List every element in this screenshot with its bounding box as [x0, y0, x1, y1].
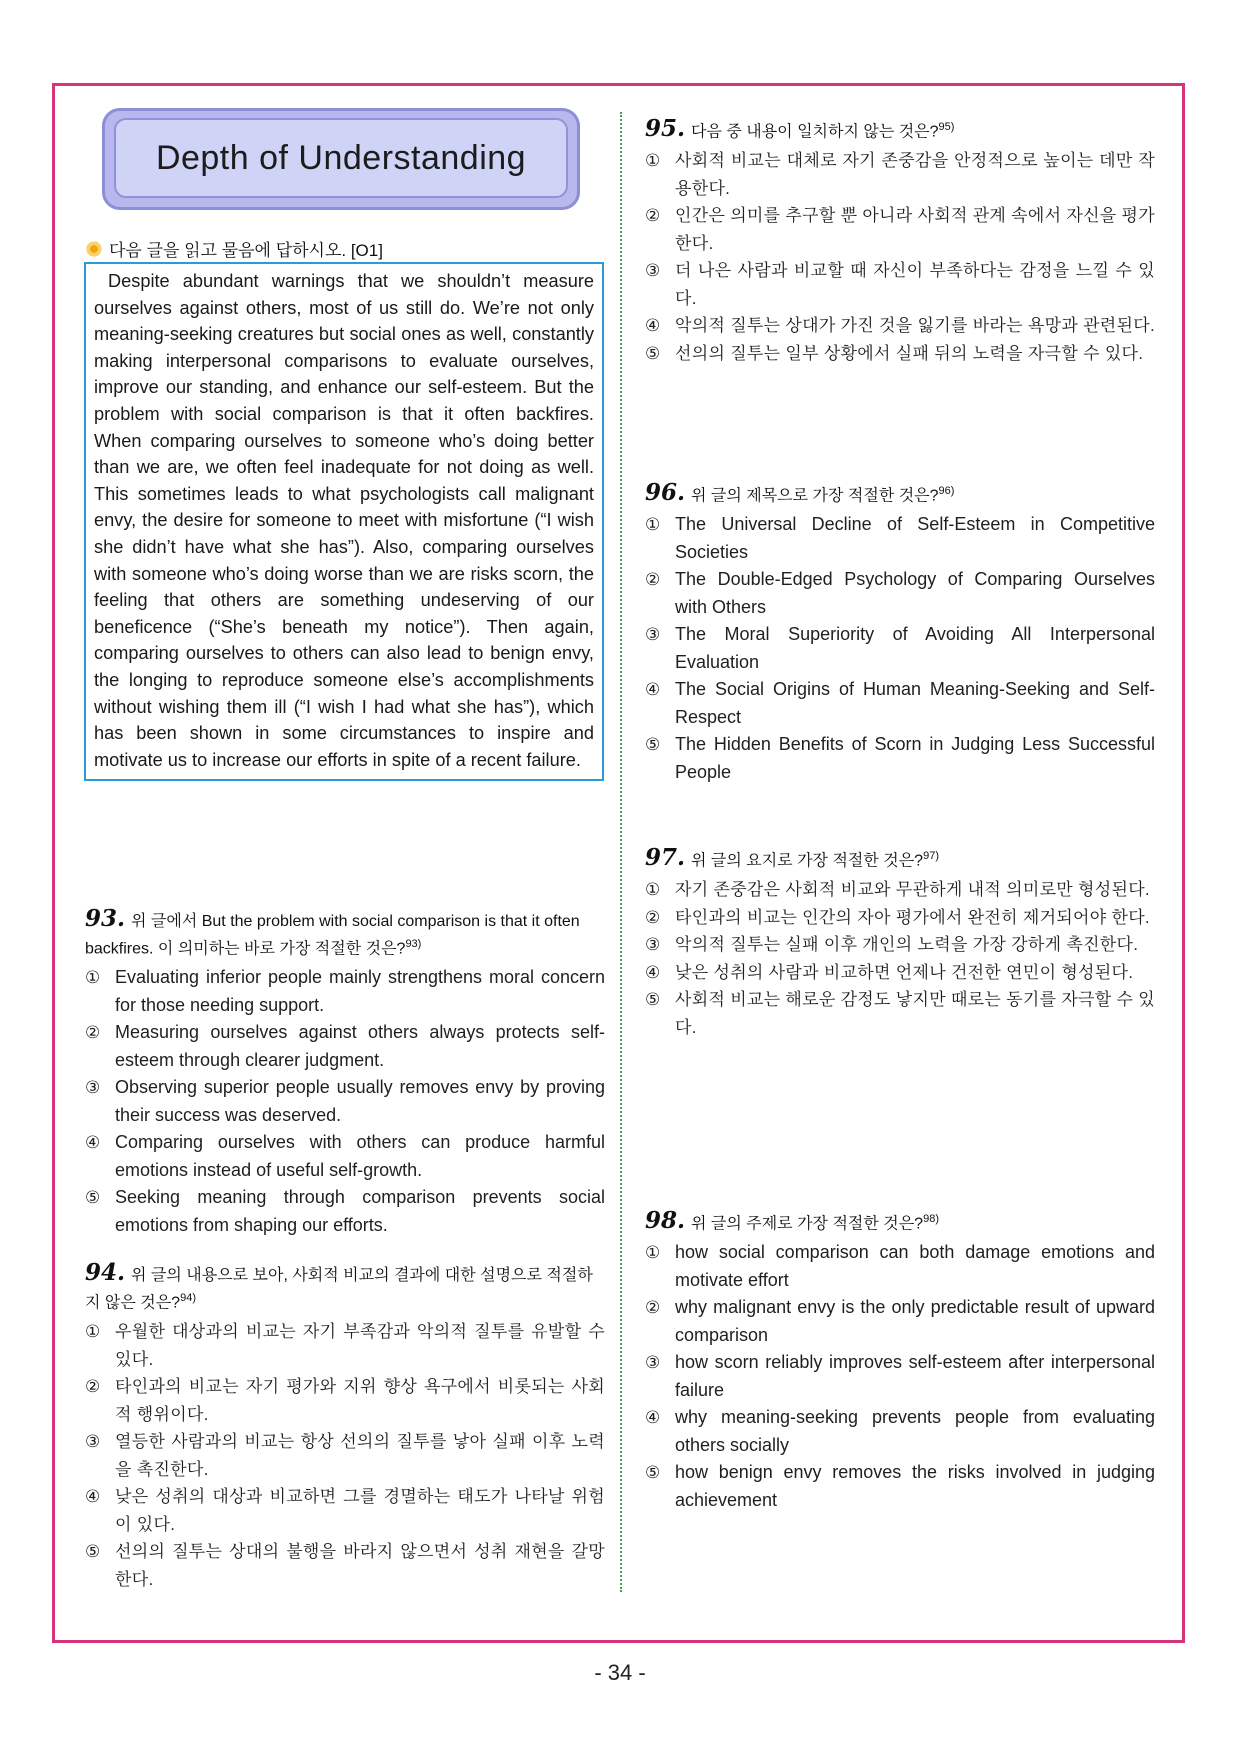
option-text: 열등한 사람과의 비교는 항상 선의의 질투를 낳아 실패 이후 노력을 촉진한다. [115, 1432, 605, 1479]
answer-option[interactable] [645, 312, 1155, 340]
footnote-mark: 95) [938, 121, 955, 133]
instruction-text: 다음 글을 읽고 물음에 답하시오. [O1] [109, 241, 383, 260]
question-number: 94. [85, 1259, 126, 1286]
option-mark: ④ [645, 962, 661, 982]
answer-option[interactable] [645, 986, 1155, 1041]
question-93 [85, 905, 605, 1239]
option-text: 악의적 질투는 실패 이후 개인의 노력을 가장 강하게 촉진한다. [675, 935, 1139, 955]
question-number: 98. [645, 1207, 686, 1235]
option-mark: ④ [85, 1487, 101, 1507]
answer-option[interactable] [645, 1404, 1155, 1459]
answer-option[interactable] [645, 959, 1155, 987]
question-94 [85, 1259, 605, 1593]
option-text: how social comparison can both damage emotions and motivate effort [675, 1242, 1155, 1290]
flower-icon [85, 240, 103, 258]
answer-option[interactable] [645, 202, 1155, 257]
answer-option[interactable] [645, 621, 1155, 676]
option-mark: ① [645, 515, 661, 535]
answer-option[interactable] [85, 1428, 605, 1483]
option-text: The Universal Decline of Self-Esteem in Competitive Societies [675, 514, 1155, 562]
answer-option[interactable] [85, 964, 605, 1019]
question-96 [645, 480, 1155, 786]
footnote-mark: 94) [180, 1292, 196, 1304]
question-header [85, 1259, 605, 1314]
option-text: 사회적 비교는 대체로 자기 존중감을 안정적으로 높이는 데만 작용한다. [675, 151, 1155, 198]
question-number: 97. [645, 844, 686, 872]
option-mark: ④ [645, 680, 661, 700]
option-text: 타인과의 비교는 인간의 자아 평가에서 완전히 제거되어야 한다. [675, 907, 1150, 927]
answer-option[interactable] [645, 904, 1155, 932]
answer-option[interactable] [85, 1184, 605, 1239]
option-text: The Social Origins of Human Meaning-Seeking and Self-Respect [675, 679, 1155, 727]
answer-option[interactable] [645, 1459, 1155, 1514]
option-mark: ② [645, 570, 661, 590]
instruction [85, 236, 383, 261]
option-mark: ⑤ [85, 1188, 101, 1208]
option-mark: ① [645, 1243, 661, 1263]
answer-option[interactable] [645, 731, 1155, 786]
title-banner [102, 108, 580, 210]
option-mark: ① [645, 880, 661, 900]
option-text: why malignant envy is the only predictable result of upward comparison [675, 1297, 1155, 1345]
page-number: - 34 - [594, 1660, 646, 1685]
question-header [85, 905, 605, 960]
option-text: 낮은 성취의 대상과 비교하면 그를 경멸하는 태도가 나타날 위험이 있다. [115, 1487, 605, 1534]
question-header [645, 480, 1155, 507]
answer-option[interactable] [645, 931, 1155, 959]
option-mark: ③ [85, 1432, 101, 1452]
answer-option[interactable] [85, 1538, 605, 1593]
column-divider [620, 112, 622, 1592]
answer-option[interactable] [85, 1318, 605, 1373]
answer-option[interactable] [645, 1239, 1155, 1294]
option-mark: ② [85, 1377, 101, 1397]
answer-option[interactable] [645, 147, 1155, 202]
answer-option[interactable] [645, 340, 1155, 368]
option-mark: ④ [645, 316, 661, 336]
option-mark: ⑤ [645, 735, 661, 755]
footnote-mark: 93) [405, 938, 422, 950]
answer-option[interactable] [85, 1483, 605, 1538]
footnote-mark: 96) [938, 485, 955, 497]
option-mark: ⑤ [85, 1542, 101, 1562]
question-number: 93. [85, 905, 126, 932]
option-text: how benign envy removes the risks involved in judging achievement [675, 1462, 1155, 1510]
footnote-mark: 98) [923, 1213, 939, 1225]
option-mark: ③ [85, 1078, 101, 1098]
answer-option[interactable] [645, 1349, 1155, 1404]
question-98 [645, 1208, 1155, 1514]
option-text: Comparing ourselves with others can produce harmful emotions instead of useful self-growth. [115, 1132, 605, 1180]
option-mark: ② [85, 1023, 101, 1043]
option-text: 타인과의 비교는 자기 평가와 지위 향상 욕구에서 비롯되는 사회적 행위이다. [115, 1377, 605, 1424]
option-mark: ⑤ [645, 343, 661, 363]
question-header [645, 1208, 1155, 1235]
title-banner-inner [114, 118, 568, 198]
page-title: Depth of Understanding [155, 138, 527, 177]
footnote-mark: 97) [923, 850, 939, 862]
option-mark: ⑤ [645, 1463, 661, 1483]
option-mark: ③ [645, 935, 661, 955]
option-text: 우월한 대상과의 비교는 자기 부족감과 악의적 질투를 유발할 수 있다. [115, 1322, 605, 1369]
option-text: 더 나은 사람과 비교할 때 자신이 부족하다는 감정을 느낄 수 있다. [675, 261, 1155, 308]
option-text: 선의의 질투는 상대의 불행을 바라지 않으면서 성취 재현을 갈망한다. [115, 1542, 605, 1589]
question-prompt: 위 글의 요지로 가장 적절한 것은? [691, 852, 924, 870]
question-97 [645, 845, 1155, 1041]
option-mark: ③ [645, 1353, 661, 1373]
option-mark: ④ [645, 1408, 661, 1428]
option-text: Seeking meaning through comparison prevents social emotions from shaping our efforts. [115, 1187, 605, 1235]
answer-option[interactable] [85, 1129, 605, 1184]
question-prompt: 위 글의 주제로 가장 적절한 것은? [691, 1215, 924, 1233]
option-text: Observing superior people usually removes envy by proving their success was deserved. [115, 1077, 605, 1125]
answer-option[interactable] [85, 1074, 605, 1129]
option-text: 악의적 질투는 상대가 가진 것을 잃기를 바라는 욕망과 관련된다. [675, 316, 1155, 336]
option-mark: ② [645, 206, 661, 226]
question-prompt: 위 글에서 But the problem with social comparison is that it often backfires. 이 의미하는 바로 가장 적절한 것은? [85, 913, 580, 958]
question-number: 95. [645, 115, 686, 143]
reading-passage: Despite abundant warnings that we shouldn’t measure ourselves against others, most of us still do. We’re not only meaning-seeking creatures but social ones as well, constantly making interpersonal comparisons to evaluate ourselves, improve our standing, and enhance our self-esteem. But the problem with social comparison is that it often backfires. When comparing ourselves to someone who’s doing better than we are, we often feel inadequate for not doing as well. This sometimes leads to what psychologists call malignant envy, the desire for someone to meet with misfortune (“I wish she didn’t have what she has”). Also, comparing ourselves with someone who’s doing worse than we are risks scorn, the feeling that others are something undeserving of our beneficence (“She’s beneath my notice”). Then again, comparing ourselves to others can also lead to benign envy, the longing to reproduce someone else’s accomplishments without wishing them ill (“I wish I had what she has”), which has been shown in some circumstances to inspire and motivate us to increase our efforts in spite of a recent failure. [84, 262, 604, 781]
question-number: 96. [645, 479, 686, 507]
option-mark: ① [85, 1322, 101, 1342]
answer-option[interactable] [645, 1294, 1155, 1349]
option-text: why meaning-seeking prevents people from evaluating others socially [675, 1407, 1155, 1455]
option-text: how scorn reliably improves self-esteem after interpersonal failure [675, 1352, 1155, 1400]
question-prompt: 위 글의 내용으로 보아, 사회적 비교의 결과에 대한 설명으로 적절하지 않은 것은? [85, 1267, 593, 1312]
option-text: 낮은 성취의 사람과 비교하면 언제나 건전한 연민이 형성된다. [675, 962, 1134, 982]
answer-option[interactable] [645, 257, 1155, 312]
answer-option[interactable] [645, 876, 1155, 904]
option-text: 인간은 의미를 추구할 뿐 아니라 사회적 관계 속에서 자신을 평가한다. [675, 206, 1155, 253]
option-mark: ② [645, 907, 661, 927]
option-text: Measuring ourselves against others always protects self-esteem through clearer judgment. [115, 1022, 605, 1070]
option-text: The Moral Superiority of Avoiding All Interpersonal Evaluation [675, 624, 1155, 672]
answer-option[interactable] [85, 1373, 605, 1428]
option-text: Evaluating inferior people mainly strengthens moral concern for those needing support. [115, 967, 605, 1015]
option-mark: ④ [85, 1133, 101, 1153]
answer-option[interactable] [645, 566, 1155, 621]
question-header [645, 845, 1155, 872]
option-text: 사회적 비교는 해로운 감정도 낳지만 때로는 동기를 자극할 수 있다. [675, 990, 1155, 1037]
question-header [645, 116, 1155, 143]
question-prompt: 다음 중 내용이 일치하지 않는 것은? [691, 123, 939, 141]
option-mark: ① [85, 968, 101, 988]
option-mark: ⑤ [645, 990, 661, 1010]
answer-option[interactable] [645, 511, 1155, 566]
option-text: The Hidden Benefits of Scorn in Judging Less Successful People [675, 734, 1155, 782]
option-text: The Double-Edged Psychology of Comparing Ourselves with Others [675, 569, 1155, 617]
question-prompt: 위 글의 제목으로 가장 적절한 것은? [691, 487, 939, 505]
answer-option[interactable] [645, 676, 1155, 731]
option-mark: ③ [645, 261, 661, 281]
option-mark: ③ [645, 625, 661, 645]
option-text: 선의의 질투는 일부 상황에서 실패 뒤의 노력을 자극할 수 있다. [675, 343, 1144, 363]
option-mark: ① [645, 151, 661, 171]
question-95 [645, 116, 1155, 367]
answer-option[interactable] [85, 1019, 605, 1074]
option-mark: ② [645, 1298, 661, 1318]
option-text: 자기 존중감은 사회적 비교와 무관하게 내적 의미로만 형성된다. [675, 880, 1150, 900]
